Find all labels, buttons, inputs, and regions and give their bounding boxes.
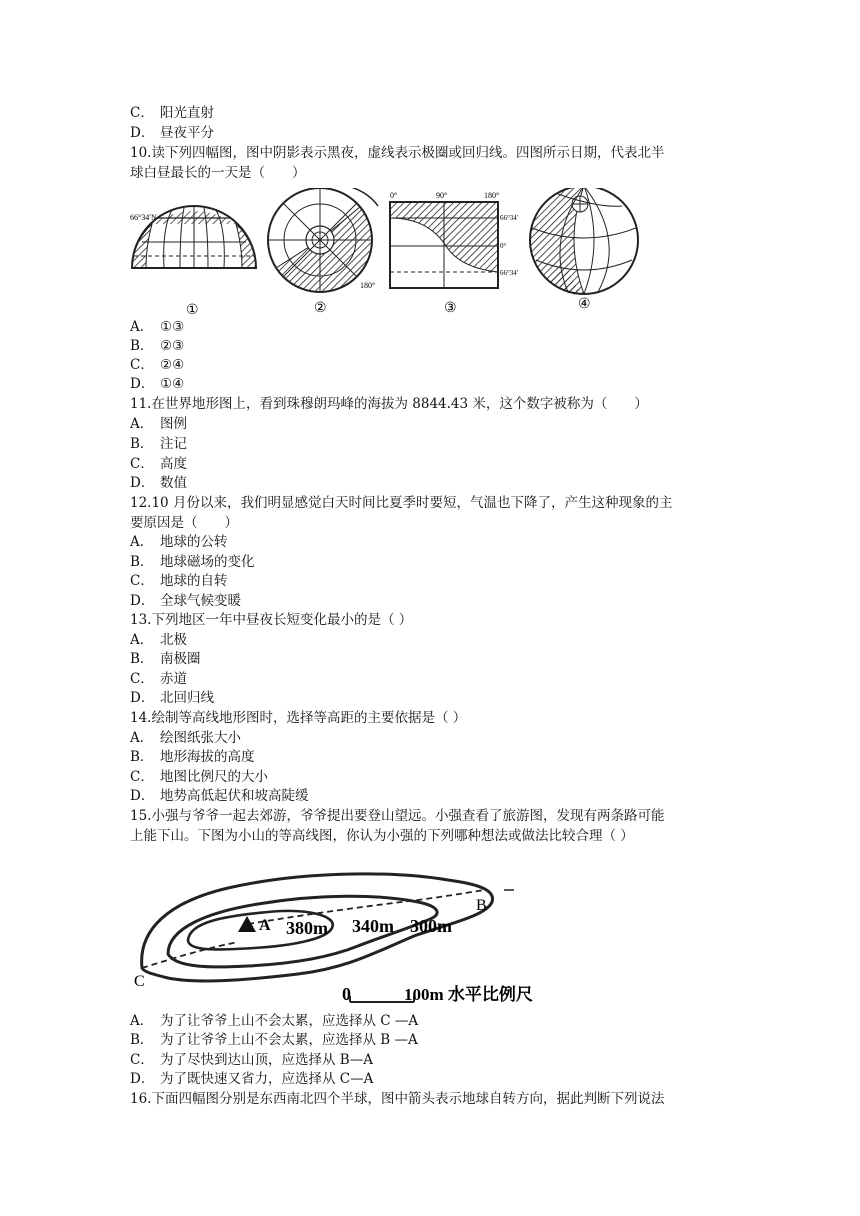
svg-text:0°: 0°: [500, 242, 507, 250]
q13-option-c: C． 赤道: [130, 671, 187, 687]
q14-option-d: D． 地势高低起伏和坡高陡缓: [130, 788, 309, 804]
q14-option-a: A． 绘图纸张大小: [130, 730, 241, 746]
q9-option-d: D． 昼夜平分: [130, 125, 214, 141]
q13-option-a: A． 北极: [130, 632, 187, 648]
q12-option-b: B． 地球磁场的变化: [130, 554, 255, 570]
q13-stem: 13.下列地区一年中昼夜长短变化最小的是（ ）: [130, 612, 413, 628]
q13-option-b: B． 南极圈: [130, 651, 201, 667]
q10-stem-line2: 球白昼最长的一天是（ ）: [130, 165, 306, 181]
q11-option-b: B． 注记: [130, 436, 187, 452]
q10-option-c: C． ②④: [130, 357, 185, 373]
q13-option-d: D． 北回归线: [130, 690, 214, 706]
q15-option-a: A． 为了让爷爷上山不会太累，应选择从 C —A: [130, 1013, 419, 1029]
fig-number-4: ④: [578, 297, 591, 312]
svg-text:66°34′N: 66°34′N: [130, 213, 157, 222]
contour-label-380: 380m: [286, 918, 328, 938]
q14-stem: 14.绘制等高线地形图时，选择等高距的主要依据是（ ）: [130, 710, 467, 726]
q11-option-c: C． 高度: [130, 456, 187, 472]
q10-option-d: D． ①④: [130, 376, 185, 392]
q10-stem-line1: 10.读下列四幅图，图中阴影表示黑夜，虚线表示极圈或回归线。四图所示日期，代表北半: [130, 145, 665, 161]
q11-option-d: D． 数值: [130, 475, 187, 491]
q12-stem-line1: 12.10 月份以来，我们明显感觉白天时间比夏季时要短，气温也下降了，产生这种现象的主: [130, 495, 673, 511]
q15-option-c: C． 为了尽快到达山顶，应选择从 B—A: [130, 1052, 373, 1068]
contour-label-340: 340m: [352, 916, 394, 936]
fig-number-3: ③: [444, 301, 457, 316]
q14-option-c: C． 地图比例尺的大小: [130, 769, 268, 785]
peak-label-a: A: [259, 917, 271, 934]
q10-option-b: B． ②③: [130, 338, 185, 354]
fig-number-1: ①: [186, 303, 199, 318]
contour-label-300: 300m: [410, 916, 452, 936]
svg-text:180°: 180°: [360, 281, 376, 290]
q15-option-d: D． 为了既快速又省力，应选择从 C—A: [130, 1071, 374, 1087]
scale-text: 100m 水平比例尺: [404, 985, 533, 1004]
point-b-label: B: [476, 897, 487, 914]
scale-zero: 0: [342, 984, 351, 1004]
svg-text:0°: 0°: [390, 191, 398, 200]
q16-stem: 16.下面四幅图分别是东西南北四个半球，图中箭头表示地球自转方向，据此判断下列说法: [130, 1091, 665, 1107]
svg-text:66°34′: 66°34′: [500, 269, 519, 277]
q15-stem-line2: 上能下山。下图为小山的等高线图，你认为小强的下列哪种想法或做法比较合理（ ）: [130, 828, 634, 844]
q12-stem-line2: 要原因是（ ）: [130, 515, 238, 531]
q11-option-a: A． 图例: [130, 416, 187, 432]
svg-text:66°34′: 66°34′: [500, 214, 519, 222]
fig1-dome: [130, 206, 256, 268]
fig4-globe: [530, 188, 638, 295]
svg-text:90°: 90°: [436, 191, 448, 200]
fig3-rect-map: [390, 191, 519, 288]
q10-figure-numbers: [186, 297, 591, 318]
q15-stem-line1: 15.小强与爷爷一起去郊游，爷爷提出要登山望远。小强查看了旅游图，发现有两条路可能: [130, 808, 665, 824]
q15-option-b: B． 为了让爷爷上山不会太累，应选择从 B —A: [130, 1032, 418, 1048]
point-c-label: C: [134, 973, 145, 990]
q9-option-c: C． 阳光直射: [130, 105, 214, 121]
svg-text:180°: 180°: [484, 191, 500, 200]
q12-option-a: A． 地球的公转: [130, 534, 228, 550]
fig2-polar-view: [268, 188, 378, 292]
q14-option-b: B． 地形海拔的高度: [130, 749, 255, 765]
q10-option-a: A． ①③: [130, 319, 185, 335]
q15-contour-map: [128, 850, 568, 1010]
q12-option-c: C． 地球的自转: [130, 573, 228, 589]
q12-option-d: D． 全球气候变暖: [130, 593, 241, 609]
q10-figure: [128, 188, 648, 318]
fig-number-2: ②: [314, 301, 327, 316]
q11-stem: 11.在世界地形图上，看到珠穆朗玛峰的海拔为 8844.43 米，这个数字被称为（ ）: [130, 396, 648, 412]
